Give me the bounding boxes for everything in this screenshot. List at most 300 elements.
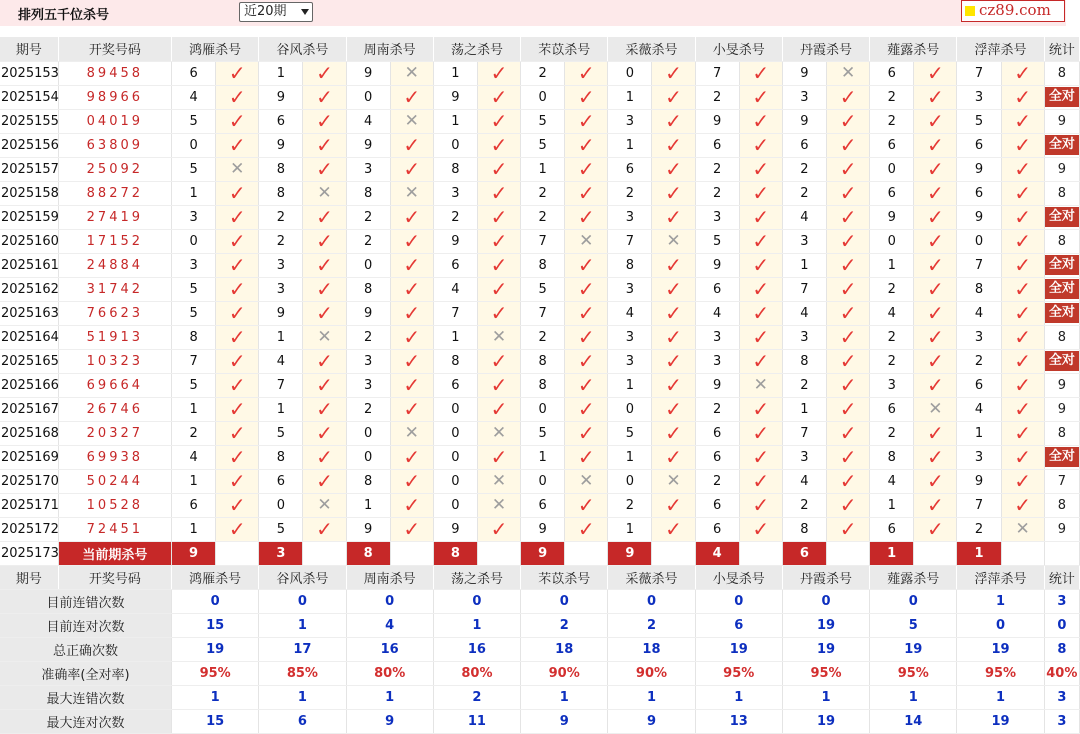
stats-value: 1 (695, 685, 782, 709)
period-cell: 2025153 (0, 61, 58, 85)
kill-number-cell: 5 (521, 133, 565, 157)
result-cell (739, 253, 782, 277)
table-row (0, 229, 1080, 253)
result-cell (390, 61, 433, 85)
kill-number-cell: 1 (172, 397, 216, 421)
result-cell (1001, 229, 1044, 253)
result-cell (1001, 493, 1044, 517)
kill-number-cell: 1 (608, 445, 652, 469)
check-icon: ✓ (839, 420, 857, 445)
kill-number-cell: 1 (172, 517, 216, 541)
result-cell (477, 373, 520, 397)
stats-value: 0 (172, 589, 259, 613)
draw-number-cell: 50244 (58, 469, 171, 493)
kill-number-cell: 9 (433, 517, 477, 541)
kill-number-cell: 9 (346, 301, 390, 325)
check-icon: ✓ (490, 84, 508, 109)
kill-number-cell: 7 (259, 373, 303, 397)
current-kill-number: 9 (172, 541, 216, 565)
stats-row (0, 613, 1080, 637)
kill-number-cell: 5 (957, 109, 1001, 133)
current-kill-number: 9 (608, 541, 652, 565)
check-icon: ✓ (577, 276, 595, 301)
check-icon: ✓ (665, 444, 682, 469)
table-row (0, 445, 1080, 469)
kill-number-cell: 9 (957, 469, 1001, 493)
result-cell (827, 205, 870, 229)
period-cell: 2025167 (0, 397, 58, 421)
check-icon: ✓ (926, 516, 944, 541)
check-icon: ✓ (490, 396, 508, 421)
column-header: 丹霞杀号 (782, 565, 869, 589)
result-cell (827, 325, 870, 349)
stat-value: 全对 (1045, 135, 1079, 155)
table-row (0, 181, 1080, 205)
kill-number-cell: 0 (259, 493, 303, 517)
current-empty-cell (216, 541, 259, 565)
check-icon: ✓ (665, 156, 682, 181)
kill-number-cell: 3 (957, 85, 1001, 109)
period-cell: 2025169 (0, 445, 58, 469)
stats-value: 1 (521, 685, 608, 709)
kill-number-cell: 3 (695, 205, 739, 229)
kill-number-cell: 1 (433, 109, 477, 133)
result-cell (390, 469, 433, 493)
stats-value: 13 (695, 709, 782, 733)
kill-number-cell: 2 (782, 373, 826, 397)
result-cell (477, 517, 520, 541)
kill-number-cell: 1 (608, 517, 652, 541)
kill-number-cell: 0 (870, 157, 914, 181)
kill-number-cell: 6 (957, 373, 1001, 397)
result-cell (914, 109, 957, 133)
check-icon: ✓ (926, 300, 944, 325)
table-row (0, 133, 1080, 157)
result-cell (1001, 469, 1044, 493)
stat-value: 8 (1057, 185, 1066, 201)
kill-number-cell: 3 (346, 349, 390, 373)
check-icon: ✓ (228, 492, 246, 517)
result-cell (565, 325, 608, 349)
check-icon: ✓ (577, 108, 595, 133)
stat-cell (1044, 205, 1079, 229)
result-cell (477, 61, 520, 85)
check-icon: ✓ (665, 516, 682, 541)
kill-number-cell: 6 (870, 397, 914, 421)
stats-value: 15 (172, 613, 259, 637)
kill-number-cell: 3 (782, 445, 826, 469)
stats-label: 目前连错次数 (0, 589, 172, 613)
column-header: 期号 (0, 565, 58, 589)
check-icon: ✓ (1014, 84, 1031, 109)
check-icon: ✓ (1014, 324, 1031, 349)
result-cell (1001, 61, 1044, 85)
check-icon: ✓ (926, 492, 944, 517)
check-icon: ✓ (1014, 492, 1031, 517)
period-cell: 2025160 (0, 229, 58, 253)
check-icon: ✓ (752, 108, 770, 133)
kill-number-cell: 2 (346, 229, 390, 253)
check-icon: ✓ (926, 228, 944, 253)
result-cell (216, 493, 259, 517)
check-icon: ✓ (316, 228, 333, 253)
stats-value: 1 (782, 685, 869, 709)
result-cell (652, 61, 695, 85)
kill-number-cell: 1 (259, 397, 303, 421)
kill-number-cell: 9 (782, 61, 826, 85)
result-cell (827, 133, 870, 157)
stat-cell (1044, 61, 1079, 85)
result-cell (477, 493, 520, 517)
table-row (0, 157, 1080, 181)
check-icon: ✓ (316, 516, 333, 541)
kill-number-cell: 6 (870, 61, 914, 85)
result-cell (914, 205, 957, 229)
result-cell (914, 301, 957, 325)
check-icon: ✓ (1014, 60, 1031, 85)
stats-value: 5 (870, 613, 957, 637)
logo-square-icon (965, 6, 975, 16)
check-icon: ✓ (926, 324, 944, 349)
result-cell (739, 229, 782, 253)
result-cell (827, 85, 870, 109)
result-cell (827, 229, 870, 253)
check-icon: ✓ (228, 84, 246, 109)
stat-value: 9 (1057, 113, 1066, 129)
stats-value: 0 (346, 589, 433, 613)
check-icon: ✓ (752, 204, 770, 229)
stats-value: 0 (870, 589, 957, 613)
result-cell (565, 133, 608, 157)
kill-number-cell: 3 (782, 325, 826, 349)
check-icon: ✓ (403, 516, 421, 541)
result-cell (390, 421, 433, 445)
result-cell (565, 205, 608, 229)
stats-value: 19 (957, 709, 1044, 733)
chevron-down-icon (301, 9, 309, 15)
stat-cell (1044, 109, 1079, 133)
draw-number-cell: 72451 (58, 517, 171, 541)
cross-icon: ✕ (317, 495, 332, 515)
table-row (0, 397, 1080, 421)
result-cell (477, 325, 520, 349)
result-cell (739, 61, 782, 85)
check-icon: ✓ (839, 252, 857, 277)
check-icon: ✓ (490, 180, 508, 205)
kill-number-cell: 2 (521, 205, 565, 229)
result-cell (652, 421, 695, 445)
kill-number-cell: 6 (870, 517, 914, 541)
stat-value: 全对 (1045, 87, 1079, 107)
result-cell (303, 517, 346, 541)
check-icon: ✓ (839, 108, 857, 133)
kill-number-cell: 2 (782, 493, 826, 517)
result-cell (216, 157, 259, 181)
period-cell: 2025166 (0, 373, 58, 397)
period-select-value: 近20期 (244, 4, 287, 19)
kill-number-cell: 6 (433, 253, 477, 277)
kill-number-cell: 1 (608, 373, 652, 397)
kill-number-cell: 2 (782, 181, 826, 205)
check-icon: ✓ (577, 396, 595, 421)
kill-number-cell: 5 (172, 301, 216, 325)
period-select[interactable] (239, 2, 313, 22)
check-icon: ✓ (839, 156, 857, 181)
stats-value: 90% (608, 661, 695, 685)
result-cell (652, 517, 695, 541)
kill-number-cell: 5 (521, 421, 565, 445)
stats-value: 19 (695, 637, 782, 661)
check-icon: ✓ (926, 444, 944, 469)
result-cell (827, 61, 870, 85)
cross-icon: ✕ (404, 423, 419, 443)
column-header: 鸿雁杀号 (172, 37, 259, 61)
check-icon: ✓ (839, 228, 857, 253)
column-header: 采薇杀号 (608, 37, 695, 61)
result-cell (827, 373, 870, 397)
kill-number-cell: 3 (608, 205, 652, 229)
result-cell (216, 229, 259, 253)
result-cell (303, 493, 346, 517)
stats-value: 0 (782, 589, 869, 613)
check-icon: ✓ (665, 132, 682, 157)
stat-value: 全对 (1045, 447, 1079, 467)
kill-number-cell: 0 (608, 61, 652, 85)
table-row (0, 469, 1080, 493)
check-icon: ✓ (490, 444, 508, 469)
check-icon: ✓ (403, 492, 421, 517)
result-cell (652, 229, 695, 253)
check-icon: ✓ (577, 252, 595, 277)
kill-number-cell: 0 (172, 229, 216, 253)
kill-number-cell: 3 (433, 181, 477, 205)
stat-cell (1044, 421, 1079, 445)
stats-value: 2 (433, 685, 520, 709)
result-cell (216, 133, 259, 157)
draw-number-cell: 63809 (58, 133, 171, 157)
stats-value: 6 (695, 613, 782, 637)
result-cell (914, 397, 957, 421)
result-cell (739, 301, 782, 325)
kill-number-cell: 6 (259, 469, 303, 493)
check-icon: ✓ (316, 108, 333, 133)
check-icon: ✓ (403, 372, 421, 397)
check-icon: ✓ (577, 60, 595, 85)
check-icon: ✓ (752, 60, 770, 85)
stat-cell (1044, 85, 1079, 109)
check-icon: ✓ (1014, 108, 1031, 133)
logo-text: cz89.com (979, 1, 1051, 19)
site-logo[interactable] (961, 0, 1065, 22)
kill-number-cell: 9 (957, 205, 1001, 229)
cross-icon: ✕ (491, 327, 507, 347)
column-header: 采薇杀号 (608, 565, 695, 589)
check-icon: ✓ (228, 108, 246, 133)
result-cell (303, 301, 346, 325)
result-cell (914, 373, 957, 397)
check-icon: ✓ (665, 372, 682, 397)
result-cell (914, 61, 957, 85)
kill-number-cell: 3 (870, 373, 914, 397)
result-cell (565, 445, 608, 469)
result-cell (914, 421, 957, 445)
cross-icon: ✕ (317, 327, 332, 347)
kill-number-cell: 5 (172, 157, 216, 181)
stat-cell (1044, 301, 1079, 325)
check-icon: ✓ (665, 84, 682, 109)
stat-value: 8 (1057, 425, 1066, 441)
check-icon: ✓ (1014, 180, 1031, 205)
kill-number-cell: 6 (433, 373, 477, 397)
result-cell (914, 133, 957, 157)
kill-number-cell: 3 (957, 325, 1001, 349)
check-icon: ✓ (490, 228, 508, 253)
stats-value: 9 (521, 709, 608, 733)
stats-value: 19 (870, 637, 957, 661)
result-cell (739, 469, 782, 493)
stat-cell (1044, 397, 1079, 421)
cross-icon: ✕ (840, 63, 856, 83)
kill-number-cell: 6 (608, 157, 652, 181)
stats-total: 3 (1044, 709, 1079, 733)
stats-value: 19 (957, 637, 1044, 661)
check-icon: ✓ (1014, 468, 1031, 493)
kill-number-cell: 0 (433, 421, 477, 445)
check-icon: ✓ (839, 444, 857, 469)
result-cell (827, 517, 870, 541)
top-bar (0, 0, 1066, 26)
table-row (0, 325, 1080, 349)
check-icon: ✓ (403, 84, 421, 109)
check-icon: ✓ (577, 516, 595, 541)
kill-number-cell: 0 (346, 253, 390, 277)
check-icon: ✓ (228, 468, 246, 493)
check-icon: ✓ (1014, 228, 1031, 253)
cross-icon: ✕ (317, 183, 332, 203)
kill-number-cell: 1 (957, 421, 1001, 445)
check-icon: ✓ (403, 396, 421, 421)
stats-row (0, 589, 1080, 613)
check-icon: ✓ (665, 108, 682, 133)
result-cell (914, 85, 957, 109)
kill-number-cell: 2 (695, 157, 739, 181)
kill-number-cell: 8 (259, 157, 303, 181)
current-kill-number: 6 (782, 541, 826, 565)
result-cell (303, 109, 346, 133)
kill-number-cell: 2 (259, 205, 303, 229)
draw-number-cell: 10528 (58, 493, 171, 517)
check-icon: ✓ (752, 156, 770, 181)
check-icon: ✓ (577, 300, 595, 325)
kill-number-cell: 2 (521, 61, 565, 85)
kill-number-cell: 1 (870, 253, 914, 277)
check-icon: ✓ (228, 348, 246, 373)
kill-number-cell: 7 (782, 277, 826, 301)
result-cell (390, 229, 433, 253)
kill-number-cell: 1 (433, 61, 477, 85)
check-icon: ✓ (926, 132, 944, 157)
result-cell (477, 277, 520, 301)
stats-value: 16 (433, 637, 520, 661)
stat-value: 8 (1057, 65, 1066, 81)
stats-value: 9 (346, 709, 433, 733)
result-cell (390, 445, 433, 469)
check-icon: ✓ (1014, 444, 1031, 469)
check-icon: ✓ (577, 444, 595, 469)
result-cell (390, 301, 433, 325)
kill-number-cell: 7 (521, 229, 565, 253)
check-icon: ✓ (752, 276, 770, 301)
result-cell (303, 85, 346, 109)
check-icon: ✓ (1014, 300, 1031, 325)
result-cell (827, 253, 870, 277)
stats-total: 0 (1044, 613, 1079, 637)
result-cell (652, 493, 695, 517)
check-icon: ✓ (316, 156, 333, 181)
kill-number-cell: 5 (259, 421, 303, 445)
check-icon: ✓ (839, 204, 857, 229)
kill-number-cell: 3 (608, 277, 652, 301)
result-cell (565, 85, 608, 109)
result-cell (565, 421, 608, 445)
result-cell (739, 397, 782, 421)
check-icon: ✓ (490, 276, 508, 301)
current-kill-number: 4 (695, 541, 739, 565)
result-cell (827, 421, 870, 445)
result-cell (303, 469, 346, 493)
cross-icon: ✕ (579, 231, 594, 251)
check-icon: ✓ (316, 60, 333, 85)
result-cell (477, 133, 520, 157)
check-icon: ✓ (839, 324, 857, 349)
result-cell (477, 469, 520, 493)
check-icon: ✓ (665, 276, 682, 301)
check-icon: ✓ (665, 180, 682, 205)
kill-number-cell: 0 (433, 445, 477, 469)
check-icon: ✓ (752, 444, 770, 469)
result-cell (1001, 445, 1044, 469)
kill-number-cell: 9 (433, 85, 477, 109)
result-cell (477, 301, 520, 325)
kill-number-cell: 6 (782, 133, 826, 157)
period-cell: 2025172 (0, 517, 58, 541)
check-icon: ✓ (839, 468, 857, 493)
stat-value: 全对 (1045, 303, 1079, 323)
stats-value: 16 (346, 637, 433, 661)
check-icon: ✓ (490, 252, 508, 277)
result-cell (565, 373, 608, 397)
check-icon: ✓ (926, 204, 944, 229)
result-cell (914, 157, 957, 181)
kill-number-cell: 7 (608, 229, 652, 253)
kill-number-cell: 6 (957, 181, 1001, 205)
kill-number-cell: 3 (259, 277, 303, 301)
check-icon: ✓ (316, 84, 333, 109)
current-kill-number: 1 (957, 541, 1001, 565)
result-cell (390, 157, 433, 181)
check-icon: ✓ (839, 372, 857, 397)
check-icon: ✓ (490, 60, 508, 85)
result-cell (739, 181, 782, 205)
draw-number-cell: 98966 (58, 85, 171, 109)
result-cell (739, 85, 782, 109)
check-icon: ✓ (926, 180, 944, 205)
check-icon: ✓ (228, 204, 246, 229)
check-icon: ✓ (316, 444, 333, 469)
current-label-cell: 当前期杀号 (58, 541, 171, 565)
result-cell (914, 349, 957, 373)
period-cell: 2025155 (0, 109, 58, 133)
